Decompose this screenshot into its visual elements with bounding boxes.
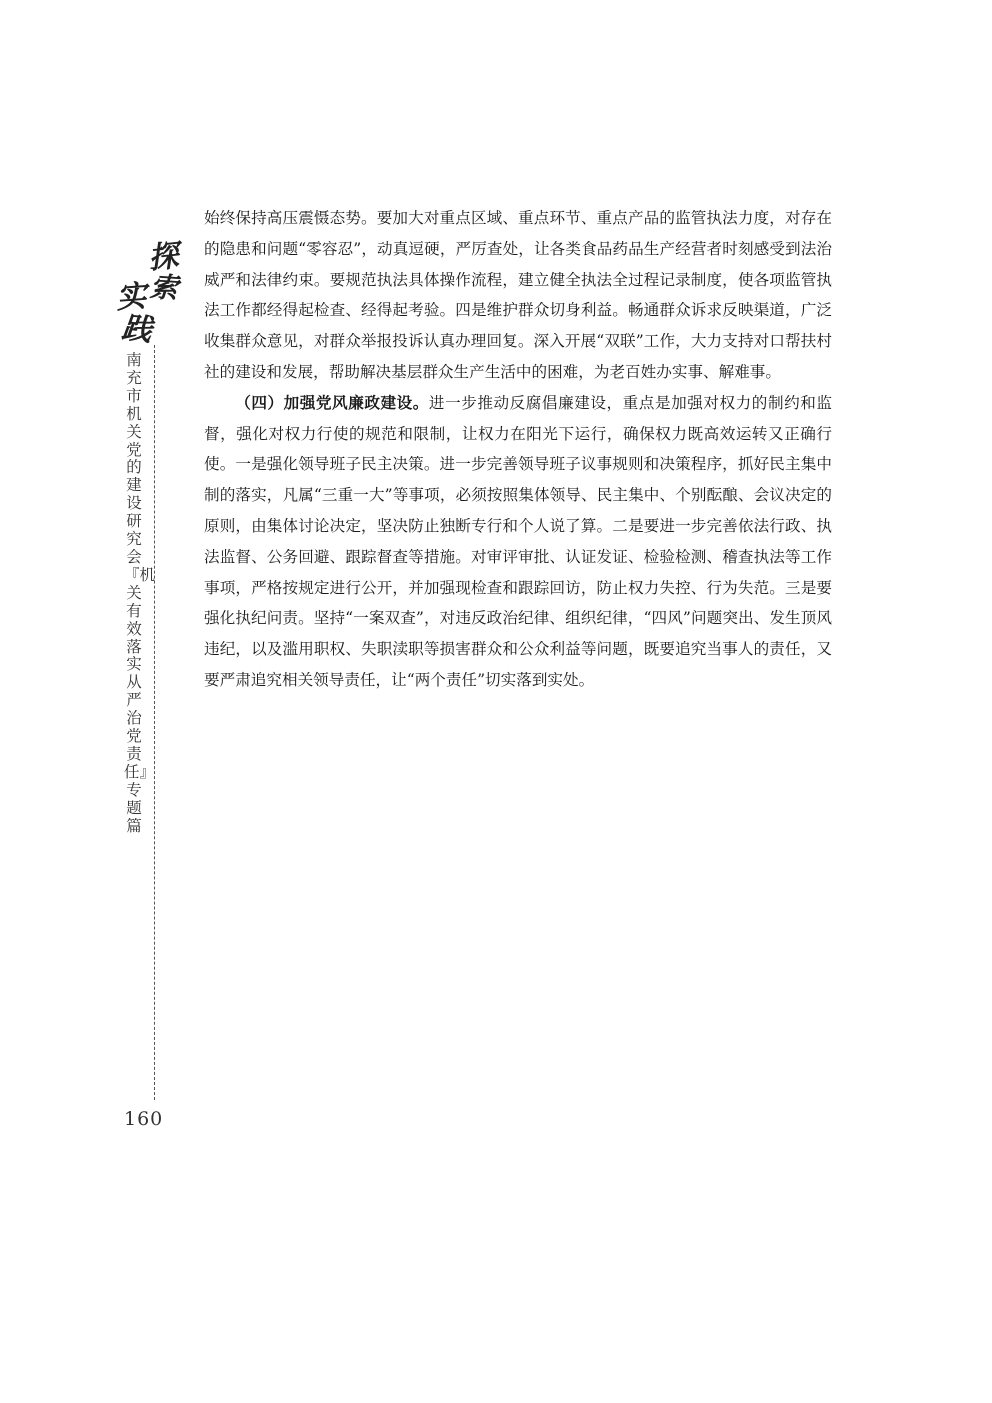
page-number: 160	[124, 1108, 164, 1130]
logo-char-3: 实	[115, 278, 148, 316]
paragraph-1: 始终保持高压震慑态势。要加大对重点区域、重点环节、重点产品的监管执法力度，对存在的隐患和问题“零容忍”，动真逗硬，严厉查处，让各类食品药品生产经营者时刻感受到法治威严和法律约束。要规范执法具体操作流程，建立健全执法全过程记录制度，使各项监管执法工作都经得起检查、经得起考验。四是维护群众切身利益。畅通群众诉求反映渠道，广泛收集群众意见，对群众举报投诉认真办理回复。深入开展“双联”工作，大力支持对口帮扶村社的建设和发展，帮助解决基层群众生产生活中的困难，为老百姓办实事、解难事。	[204, 209, 832, 381]
vertical-section-title: 南充市机关党的建设研究会『机关有效落实从严治党责任』专题篇	[124, 351, 156, 835]
book-series-logo	[110, 232, 188, 349]
paragraph-2-text: 进一步推动反腐倡廉建设，重点是加强对权力的制约和监督，强化对权力行使的规范和限制，让权力在阳光下运行，确保权力既高效运转又正确行使。一是强化领导班子民主决策。进一步完善领导班子议事规则和决策程序，抓好民主集中制的落实，凡属“三重一大”等事项，必须按照集体领导、民主集中、个别酝酿、会议决定的原则，由集体讨论决定，坚决防止独断专行和个人说了算。二是要进一步完善依法行政、执法监督、公务回避、跟踪督查等措施。对审评审批、认证发证、检验检测、稽查执法等工作事项，严格按规定进行公开，并加强现检查和跟踪回访，防止权力失控、行为失范。三是要强化执纪问责。坚持“一案双查”，对违反政治纪律、组织纪律，“四风”问题突出、发生顶风违纪，以及滥用职权、失职渎职等损害群众和公众利益等问题，既要追究当事人的责任，又要严肃追究相关领导责任，让“两个责任”切实落到实处。	[204, 393, 832, 689]
logo-char-4: 践	[119, 310, 154, 349]
logo-char-2: 索	[148, 270, 180, 305]
logo-char-1: 探	[146, 238, 181, 277]
vertical-dashed-divider	[154, 345, 155, 1100]
main-text-body	[204, 203, 832, 696]
paragraph-2	[204, 388, 832, 696]
section-heading: （四）加强党风廉政建设。	[235, 393, 429, 412]
